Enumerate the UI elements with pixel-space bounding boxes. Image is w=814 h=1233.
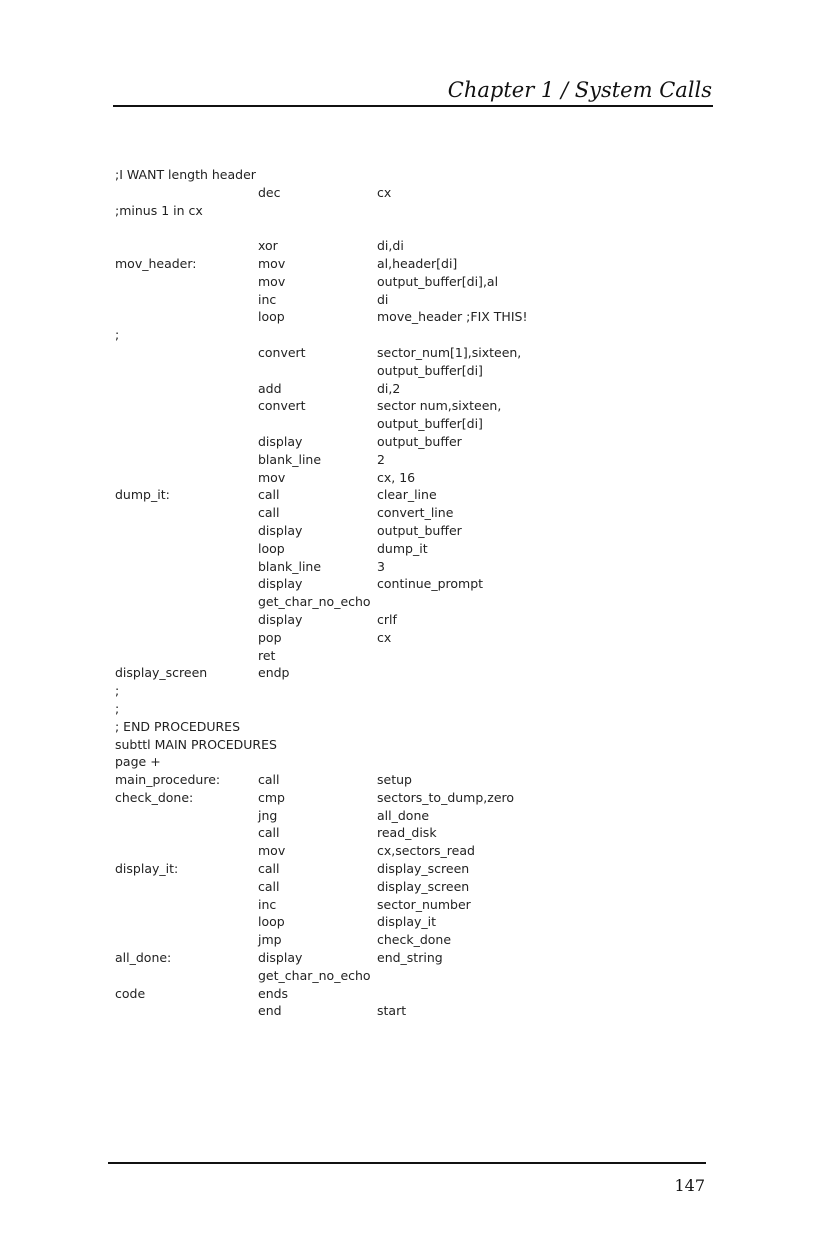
code-operand: 3 (377, 558, 385, 574)
code-line (115, 611, 675, 629)
code-instruction: mov (258, 843, 286, 859)
code-line (115, 931, 675, 949)
code-instruction: ret (258, 647, 276, 663)
code-operand: cx (377, 629, 392, 645)
code-line (115, 166, 675, 184)
code-operand: convert_line (377, 505, 454, 521)
footer-rule (108, 1162, 706, 1164)
code-line (115, 362, 675, 380)
code-label: mov_header: (115, 255, 197, 271)
code-line (115, 486, 675, 504)
code-line (115, 308, 675, 326)
code-operand: output_buffer[di] (377, 416, 483, 432)
code-operand: display_it (377, 914, 437, 930)
code-operand: crlf (377, 611, 397, 627)
code-operand: sector num,sixteen, (377, 398, 502, 414)
code-instruction: call (258, 487, 280, 503)
code-comment: ; (115, 327, 120, 343)
code-operand: end_string (377, 950, 443, 966)
code-instruction: convert (258, 398, 306, 414)
code-operand: al,header[di] (377, 255, 458, 271)
code-line (115, 202, 675, 220)
code-instruction: end (258, 1003, 282, 1019)
code-instruction: add (258, 380, 282, 396)
code-instruction: xor (258, 238, 278, 254)
code-line (115, 380, 675, 398)
code-instruction: pop (258, 629, 282, 645)
header-rule (113, 105, 713, 107)
code-comment: ;minus 1 in cx (115, 202, 203, 218)
code-line (115, 451, 675, 469)
code-operand: output_buffer (377, 433, 462, 449)
code-operand: di,2 (377, 380, 401, 396)
code-comment: page + (115, 754, 161, 770)
code-operand: output_buffer[di] (377, 362, 483, 378)
code-operand: output_buffer (377, 522, 462, 538)
page-number: 147 (674, 1176, 705, 1195)
code-line (115, 433, 675, 451)
code-line (115, 326, 675, 344)
code-line (115, 967, 675, 985)
code-instruction: display (258, 950, 303, 966)
code-line (115, 700, 675, 718)
code-instruction: display (258, 522, 303, 538)
code-comment: ; (115, 683, 120, 699)
code-instruction: mov (258, 255, 286, 271)
code-line (115, 949, 675, 967)
code-line (115, 558, 675, 576)
code-instruction: convert (258, 344, 306, 360)
code-instruction: blank_line (258, 451, 322, 467)
code-comment: ; (115, 700, 120, 716)
code-operand: cx, 16 (377, 469, 416, 485)
code-label: display_it: (115, 861, 179, 877)
code-line (115, 682, 675, 700)
code-line (115, 469, 675, 487)
code-operand: read_disk (377, 825, 437, 841)
code-operand: display_screen (377, 878, 470, 894)
code-instruction: dec (258, 184, 281, 200)
code-operand: 2 (377, 451, 385, 467)
code-line (115, 753, 675, 771)
code-operand: continue_prompt (377, 576, 484, 592)
code-instruction: display (258, 576, 303, 592)
code-line (115, 184, 675, 202)
code-line (115, 842, 675, 860)
code-operand: cx,sectors_read (377, 843, 475, 859)
code-operand: setup (377, 772, 412, 788)
code-instruction: inc (258, 291, 277, 307)
code-instruction: call (258, 505, 280, 521)
code-instruction: cmp (258, 789, 285, 805)
code-line (115, 219, 675, 237)
code-label: all_done: (115, 950, 172, 966)
code-line (115, 824, 675, 842)
code-instruction: inc (258, 896, 277, 912)
code-line (115, 415, 675, 433)
code-line (115, 629, 675, 647)
code-line (115, 860, 675, 878)
code-operand: sector_num[1],sixteen, (377, 344, 522, 360)
code-line (115, 664, 675, 682)
code-label: check_done: (115, 789, 194, 805)
code-instruction: get_char_no_echo (258, 594, 371, 610)
code-instruction: ends (258, 985, 289, 1001)
code-operand: check_done (377, 932, 452, 948)
code-line (115, 540, 675, 558)
code-operand: di (377, 291, 389, 307)
code-instruction: loop (258, 914, 285, 930)
code-line (115, 896, 675, 914)
code-instruction: jng (258, 807, 278, 823)
code-label: code (115, 985, 146, 1001)
code-instruction: loop (258, 540, 285, 556)
code-instruction: call (258, 825, 280, 841)
code-label: display_screen (115, 665, 208, 681)
code-operand: dump_it (377, 540, 428, 556)
code-line (115, 504, 675, 522)
code-instruction: call (258, 772, 280, 788)
code-line (115, 736, 675, 754)
code-operand: move_header ;FIX THIS! (377, 309, 528, 325)
code-operand: display_screen (377, 861, 470, 877)
code-instruction: mov (258, 273, 286, 289)
chapter-title: Chapter 1 / System Calls (447, 78, 712, 102)
code-line (115, 397, 675, 415)
code-label: main_procedure: (115, 772, 221, 788)
code-instruction: display (258, 611, 303, 627)
code-line (115, 273, 675, 291)
code-line (115, 789, 675, 807)
code-line (115, 344, 675, 362)
code-line (115, 575, 675, 593)
code-operand: clear_line (377, 487, 437, 503)
code-line (115, 913, 675, 931)
code-line (115, 771, 675, 789)
code-line (115, 878, 675, 896)
code-line (115, 291, 675, 309)
code-line (115, 237, 675, 255)
code-instruction: blank_line (258, 558, 322, 574)
code-line (115, 985, 675, 1003)
code-instruction: call (258, 861, 280, 877)
code-label: dump_it: (115, 487, 170, 503)
code-instruction: loop (258, 309, 285, 325)
code-line (115, 255, 675, 273)
code-operand: output_buffer[di],al (377, 273, 499, 289)
code-listing (115, 166, 675, 1020)
code-instruction: call (258, 878, 280, 894)
code-line (115, 647, 675, 665)
code-operand: cx (377, 184, 392, 200)
code-comment: ;I WANT length header (115, 167, 256, 182)
code-operand: sectors_to_dump,zero (377, 789, 515, 805)
code-line (115, 593, 675, 611)
code-instruction: endp (258, 665, 290, 681)
code-instruction: jmp (258, 932, 282, 948)
code-operand: start (377, 1003, 407, 1019)
code-line (115, 1002, 675, 1020)
code-instruction: mov (258, 469, 286, 485)
code-operand: sector_number (377, 896, 471, 912)
code-comment: subttl MAIN PROCEDURES (115, 736, 277, 752)
code-operand: di,di (377, 238, 404, 254)
code-line (115, 522, 675, 540)
code-instruction: get_char_no_echo (258, 967, 371, 983)
code-instruction: display (258, 433, 303, 449)
code-line (115, 718, 675, 736)
code-comment: ; END PROCEDURES (115, 718, 241, 734)
code-line (115, 807, 675, 825)
code-operand: all_done (377, 807, 430, 823)
